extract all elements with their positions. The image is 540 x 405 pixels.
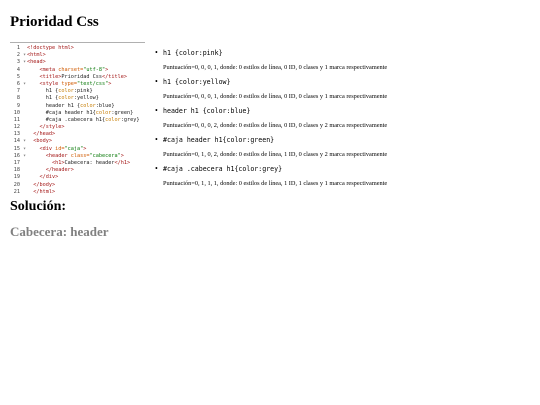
code-text: [27, 124, 145, 131]
rule-selector-code: h1 {color:pink}: [163, 49, 223, 57]
line-number: 9: [16, 102, 20, 109]
bullet-icon: •: [155, 48, 158, 57]
fold-toggle-icon[interactable]: ▾: [23, 80, 27, 87]
code-token: <header: [45, 152, 71, 159]
fold-toggle-icon[interactable]: ▾: [23, 138, 27, 145]
page-title: Prioridad Css: [10, 14, 99, 30]
fold-toggle-icon[interactable]: ▾: [23, 59, 27, 66]
line-number: 4: [16, 66, 20, 73]
line-number: 15: [13, 145, 20, 152]
code-token: color: [58, 95, 74, 102]
rule-specificity-score: Puntuación=0, 1, 0, 2, donde: 0 estilos de línea, 1 ID, 0 clases y 2 marca respectivamente: [163, 151, 388, 158]
rule-specificity-score: Puntuación=0, 1, 1, 1, donde: 0 estilos de línea, 1 ID, 1 clases y 1 marca respectivamente: [163, 180, 388, 187]
fold-toggle-icon[interactable]: ▾: [23, 152, 27, 159]
code-indent: [27, 74, 40, 80]
code-text: [27, 117, 145, 124]
code-indent: [27, 88, 46, 94]
code-token: :yellow}: [73, 95, 99, 102]
code-indent: [27, 124, 40, 130]
code-text: [27, 59, 145, 66]
code-token: <div: [39, 145, 56, 152]
code-text: [27, 189, 145, 196]
code-indent: [27, 117, 46, 123]
line-number: 12: [13, 124, 20, 131]
code-token: type=: [61, 80, 77, 87]
code-token: color: [80, 102, 96, 109]
code-indent: [27, 95, 46, 101]
code-line: [10, 153, 145, 160]
code-token: :grey}: [120, 116, 140, 123]
code-token: <html>: [27, 52, 46, 59]
code-token: </html>: [33, 188, 56, 195]
code-token: </h1>: [114, 160, 131, 166]
code-token: h1 {: [45, 95, 59, 102]
code-text: [27, 174, 145, 181]
code-text: [27, 103, 145, 110]
code-indent: [27, 67, 40, 73]
code-token: <meta: [39, 66, 59, 73]
code-line: [10, 124, 145, 131]
code-line: [10, 146, 145, 153]
code-token: h1 {: [45, 88, 59, 95]
code-indent: [27, 174, 40, 180]
code-line: [10, 81, 145, 88]
result-heading: Cabecera: header: [10, 224, 109, 239]
code-token: <title>: [39, 73, 62, 80]
code-token: :green}: [111, 109, 134, 116]
code-line: [10, 95, 145, 102]
code-line: [10, 131, 145, 138]
code-line: [10, 117, 145, 124]
code-token: </title>: [101, 73, 127, 80]
rule-item: [155, 131, 535, 160]
code-token: <head>: [27, 59, 46, 66]
rule-selector-code: #caja .cabecera h1{color:grey}: [163, 165, 283, 173]
code-line: [10, 174, 145, 181]
rule-specificity-score: Puntuación=0, 0, 0, 2, donde: 0 estilos de línea, 0 ID, 0 clases y 2 marca respectivamente: [163, 122, 388, 129]
code-token: :pink}: [73, 88, 93, 95]
line-number: 13: [13, 131, 20, 138]
code-token: header h1 {: [45, 102, 81, 109]
line-number: 21: [13, 188, 20, 195]
code-line: [10, 189, 145, 196]
code-listing: [10, 42, 145, 196]
code-token: "utf-8": [83, 66, 106, 73]
code-line: [10, 45, 145, 52]
code-token: Prioridad Css: [61, 73, 102, 80]
line-number: 1: [16, 45, 20, 51]
code-token: :blue}: [95, 102, 115, 109]
bullet-icon: •: [155, 135, 158, 144]
code-line: [10, 74, 145, 81]
code-token: >: [105, 66, 109, 73]
line-number: 7: [16, 88, 20, 95]
code-token: color: [95, 109, 112, 116]
code-token: id=: [55, 145, 65, 152]
rule-specificity-score: Puntuación=0, 0, 0, 1, donde: 0 estilos de línea, 0 ID, 0 clases y 1 marca respectivamente: [163, 64, 388, 71]
rule-selector-code: #caja header h1{color:green}: [163, 136, 275, 144]
code-text: [27, 182, 145, 189]
line-number: 8: [16, 95, 20, 102]
line-number: 10: [13, 109, 20, 116]
code-token: </body>: [33, 181, 56, 188]
code-token: >: [108, 80, 112, 87]
code-text: [27, 167, 145, 174]
code-token: >: [120, 152, 124, 159]
code-token: <h1>: [52, 160, 65, 166]
code-text: [27, 67, 145, 74]
code-line: [10, 182, 145, 189]
line-number: 16: [13, 152, 20, 159]
rule-item: [155, 44, 535, 73]
specificity-rule-list: [155, 44, 535, 189]
code-text: [27, 131, 145, 138]
rule-item: [155, 73, 535, 102]
code-line: [10, 167, 145, 174]
code-indent: [27, 146, 40, 152]
solution-heading: Solución:: [10, 199, 67, 214]
code-line: [10, 103, 145, 110]
line-number: 17: [13, 160, 20, 166]
bullet-icon: •: [155, 106, 158, 115]
code-indent: [27, 167, 46, 173]
code-token: </header>: [45, 167, 74, 174]
code-token: Cabecera: header: [64, 160, 115, 166]
line-number: 20: [13, 181, 20, 188]
code-token: "caja": [64, 145, 84, 152]
code-token: </head>: [33, 131, 56, 138]
rule-item: [155, 102, 535, 131]
code-token: >: [83, 145, 87, 152]
code-text: [27, 45, 145, 52]
code-token: color: [58, 88, 74, 95]
code-text: [27, 95, 145, 102]
rule-specificity-score: Puntuación=0, 0, 0, 1, donde: 0 estilos de línea, 0 ID, 0 clases y 1 marca respectivamente: [163, 93, 388, 100]
code-line: [10, 88, 145, 95]
code-token: "cabecera": [89, 152, 121, 159]
line-number: 14: [13, 138, 20, 145]
line-number: 11: [13, 116, 20, 123]
code-text: [27, 81, 145, 88]
code-text: [27, 74, 145, 81]
code-text: [27, 88, 145, 95]
code-token: <style: [39, 80, 62, 87]
code-indent: [27, 103, 46, 109]
code-indent: [27, 81, 40, 87]
code-token: charset=: [58, 66, 84, 73]
code-token: <!doctype html>: [27, 45, 74, 51]
bullet-icon: •: [155, 164, 158, 173]
code-token: color: [105, 116, 121, 123]
code-line: [10, 160, 145, 167]
rule-item: [155, 160, 535, 189]
fold-toggle-icon[interactable]: ▾: [23, 52, 27, 59]
code-text: [27, 146, 145, 153]
line-number: 5: [16, 73, 20, 80]
code-token: <body>: [33, 138, 52, 145]
bullet-icon: •: [155, 77, 158, 86]
code-text: [27, 138, 145, 145]
code-text: [27, 160, 145, 167]
line-number: 6: [16, 80, 20, 87]
rule-selector-code: h1 {color:yellow}: [163, 78, 231, 86]
code-token: class=: [70, 152, 90, 159]
code-text: [27, 110, 145, 117]
code-indent: [27, 160, 52, 166]
code-token: #caja .cabecera h1{: [45, 116, 106, 123]
code-line: [10, 110, 145, 117]
code-text: [27, 153, 145, 160]
code-indent: [27, 110, 46, 116]
line-number: 18: [13, 167, 20, 174]
code-token: "text/css": [77, 80, 109, 87]
line-number: 2: [16, 52, 20, 59]
code-text: [27, 52, 145, 59]
fold-toggle-icon[interactable]: ▾: [23, 145, 27, 152]
code-token: </style>: [39, 124, 65, 131]
rule-selector-code: header h1 {color:blue}: [163, 107, 251, 115]
code-indent: [27, 153, 46, 159]
code-line: [10, 59, 145, 66]
code-token: </div>: [39, 174, 59, 181]
code-token: #caja header h1{: [45, 109, 96, 116]
code-line: [10, 67, 145, 74]
line-number: 19: [13, 174, 20, 181]
code-line: [10, 52, 145, 59]
line-number: 3: [16, 59, 20, 66]
code-line: [10, 138, 145, 145]
